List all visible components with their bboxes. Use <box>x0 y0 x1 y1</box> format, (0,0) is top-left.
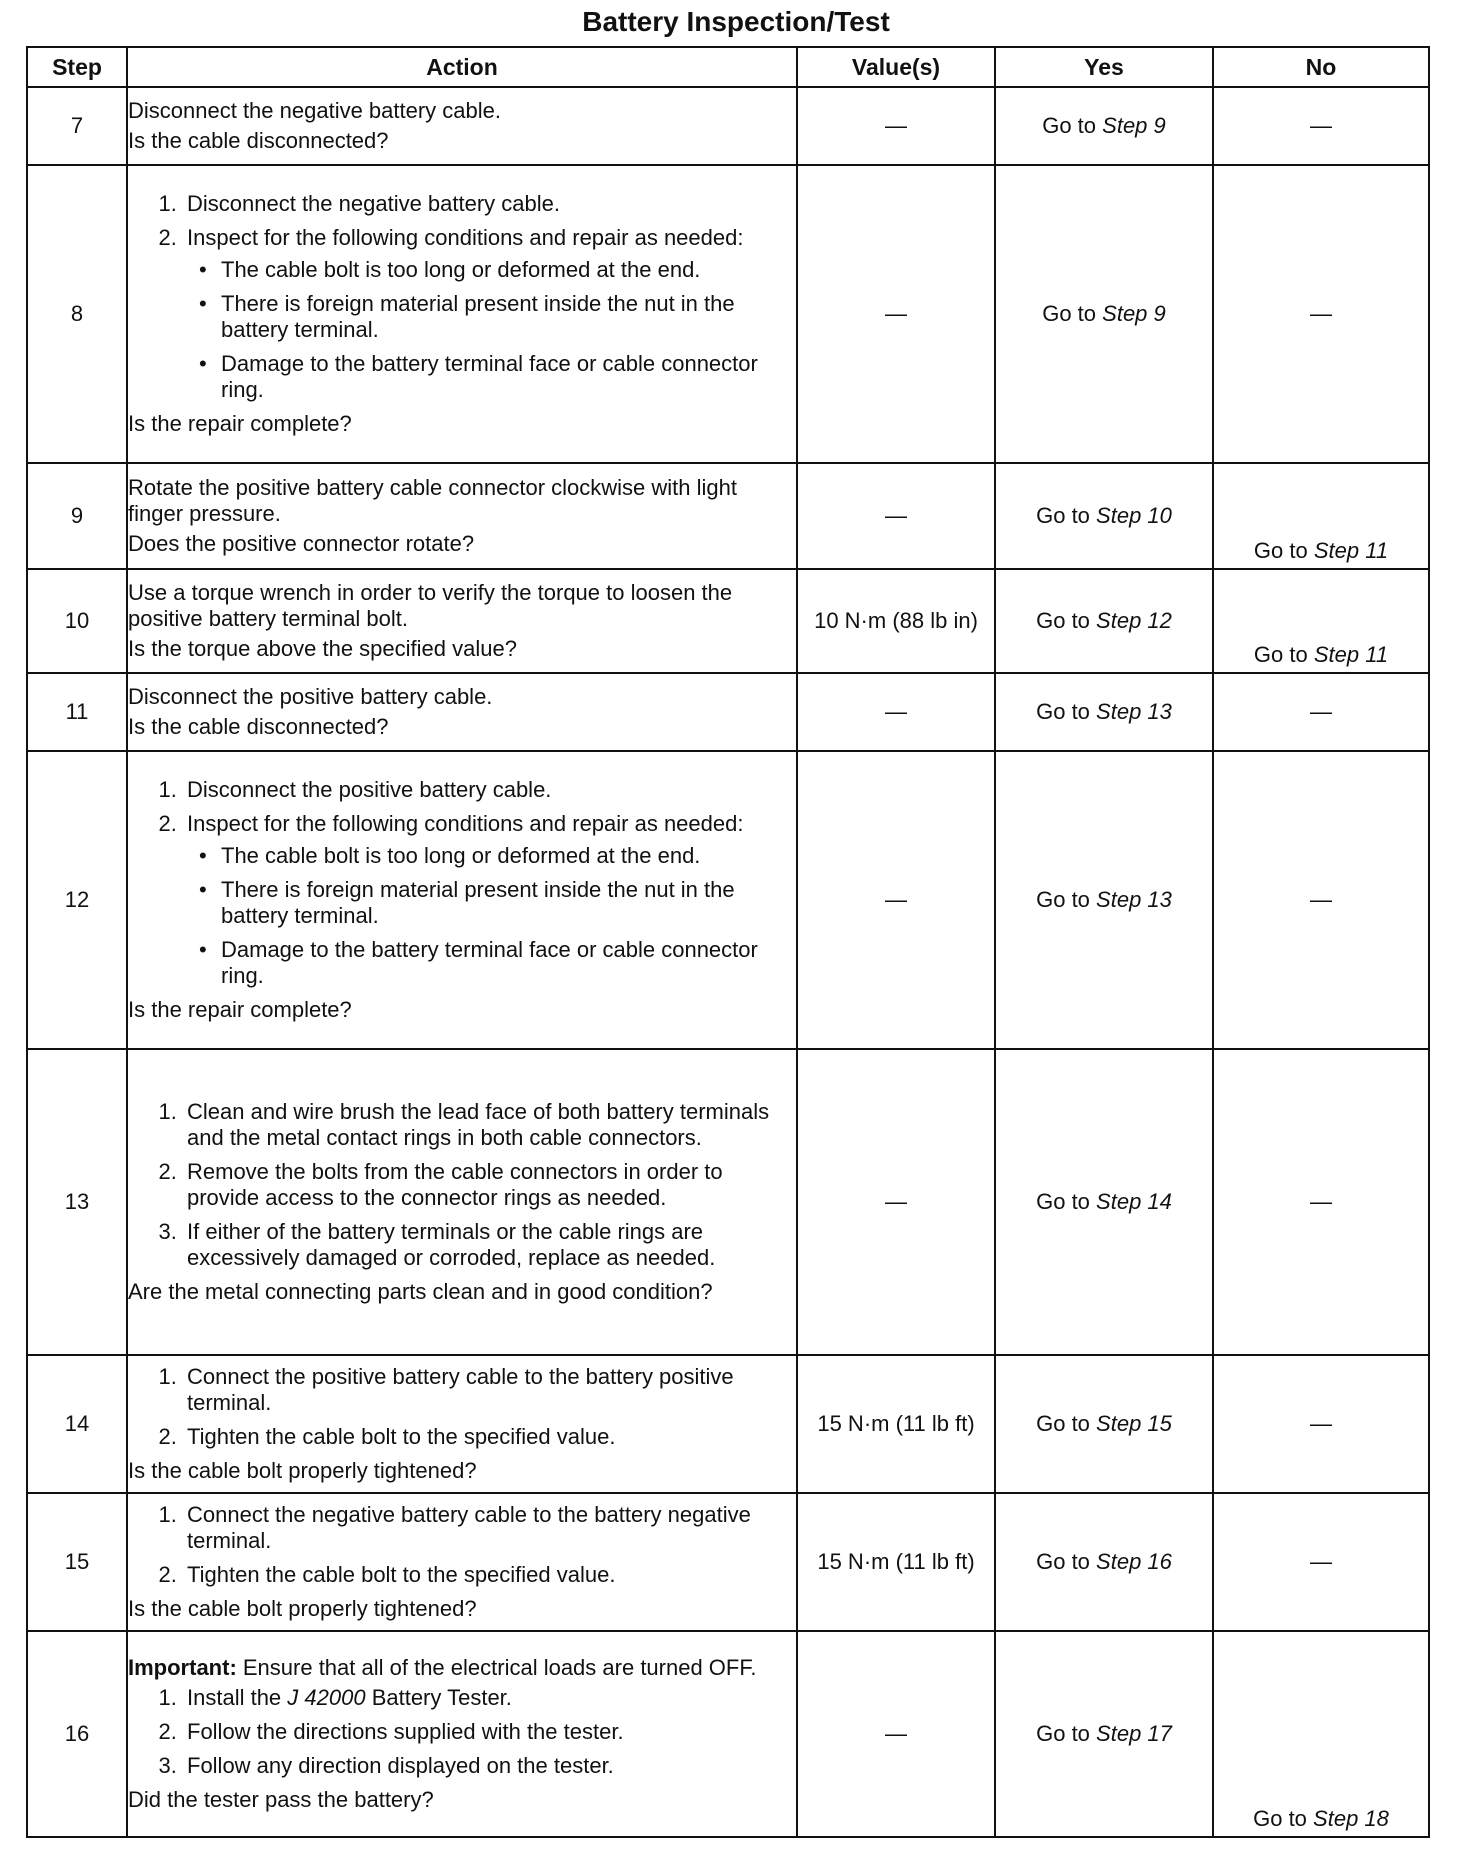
list-item <box>183 811 796 989</box>
action-cell <box>127 463 797 569</box>
header-step: Step <box>27 47 127 87</box>
question-text: Is the cable bolt properly tightened? <box>128 1458 477 1483</box>
list-item: 1. Connect the positive battery cable to the battery positive terminal. <box>183 1364 796 1416</box>
goto-step-link: Step 15 <box>1096 1411 1172 1436</box>
step-number: 8 <box>27 165 127 463</box>
goto-prefix: Go to <box>1036 1189 1090 1214</box>
step-number: 12 <box>27 751 127 1049</box>
step-number: 16 <box>27 1631 127 1837</box>
goto-step-link: Step 13 <box>1096 887 1172 912</box>
goto-step-link: Step 10 <box>1096 503 1172 528</box>
table-row <box>27 1355 1429 1493</box>
goto-prefix: Go to <box>1036 608 1090 633</box>
tool-name: J 42000 <box>287 1685 366 1710</box>
bullet-item: • Damage to the battery terminal face or cable connector ring. <box>221 351 796 403</box>
numbered-list <box>128 777 796 989</box>
yes-cell <box>995 1355 1213 1493</box>
action-text: Disconnect the negative battery cable. <box>128 98 502 123</box>
value-cell: — <box>797 1631 995 1837</box>
action-cell <box>127 1631 797 1837</box>
header-action: Action <box>127 47 797 87</box>
table-row <box>27 1049 1429 1355</box>
important-note <box>128 1655 796 1681</box>
list-item: 1. Clean and wire brush the lead face of both battery terminals and the metal contact rings in both cable connectors. <box>183 1099 796 1151</box>
goto-prefix: Go to <box>1036 1721 1090 1746</box>
page-title: Battery Inspection/Test <box>582 6 890 37</box>
question-text: Is the cable disconnected? <box>128 128 389 153</box>
goto-prefix: Go to <box>1036 699 1090 724</box>
list-item: 2. Follow the directions supplied with the tester. <box>183 1719 796 1745</box>
action-cell <box>127 1049 797 1355</box>
yes-cell <box>995 87 1213 165</box>
list-item: 3. Follow any direction displayed on the tester. <box>183 1753 796 1779</box>
action-cell <box>127 673 797 751</box>
no-cell <box>1213 569 1429 673</box>
table-row <box>27 751 1429 1049</box>
bullet-item: • There is foreign material present inside the nut in the battery terminal. <box>221 291 796 343</box>
table-row <box>27 463 1429 569</box>
header-yes: Yes <box>995 47 1213 87</box>
step-number: 13 <box>27 1049 127 1355</box>
goto-step-link: Step 17 <box>1096 1721 1172 1746</box>
action-cell <box>127 1493 797 1631</box>
value-cell: 15 N·m (11 lb ft) <box>797 1493 995 1631</box>
goto-prefix: Go to <box>1042 113 1097 138</box>
action-cell <box>127 87 797 165</box>
value-cell: — <box>797 463 995 569</box>
question-text: Is the cable disconnected? <box>128 714 389 739</box>
action-text: Rotate the positive battery cable connector clockwise with light finger pressure. <box>128 475 737 526</box>
table-row <box>27 569 1429 673</box>
step-number: 11 <box>27 673 127 751</box>
goto-step-link: Step 16 <box>1096 1549 1172 1574</box>
table-row <box>27 87 1429 165</box>
header-row <box>27 47 1429 87</box>
yes-cell <box>995 673 1213 751</box>
goto-step-link: Step 12 <box>1096 608 1172 633</box>
list-item-text: Inspect for the following conditions and repair as needed: <box>187 225 744 250</box>
numbered-list <box>128 1364 796 1450</box>
goto-prefix: Go to <box>1253 1806 1307 1831</box>
yes-cell <box>995 463 1213 569</box>
goto-prefix: Go to <box>1036 503 1090 528</box>
bullet-item: • The cable bolt is too long or deformed at the end. <box>221 257 796 283</box>
value-cell: — <box>797 165 995 463</box>
goto-step-link: Step 11 <box>1313 538 1389 563</box>
table-row <box>27 673 1429 751</box>
yes-cell <box>995 165 1213 463</box>
yes-cell <box>995 1631 1213 1837</box>
value-cell: — <box>797 673 995 751</box>
bullet-list <box>187 257 796 403</box>
action-cell <box>127 569 797 673</box>
question-text: Is the torque above the specified value? <box>128 636 517 661</box>
goto-prefix: Go to <box>1253 642 1308 667</box>
no-cell: — <box>1213 751 1429 1049</box>
no-cell: — <box>1213 165 1429 463</box>
table-row <box>27 1631 1429 1837</box>
bullet-item: • Damage to the battery terminal face or cable connector ring. <box>221 937 796 989</box>
list-item: 2. Tighten the cable bolt to the specified value. <box>183 1562 796 1588</box>
goto-prefix: Go to <box>1253 538 1308 563</box>
numbered-list <box>128 1099 796 1271</box>
goto-step-link: Step 14 <box>1096 1189 1172 1214</box>
no-cell: — <box>1213 1493 1429 1631</box>
header-values: Value(s) <box>797 47 995 87</box>
header-no: No <box>1213 47 1429 87</box>
list-item: 1. Disconnect the positive battery cable. <box>183 777 796 803</box>
step-number: 15 <box>27 1493 127 1631</box>
important-label: Important: <box>128 1655 237 1680</box>
yes-cell <box>995 751 1213 1049</box>
goto-step-link: Step 9 <box>1102 301 1166 326</box>
bullet-item: • The cable bolt is too long or deformed at the end. <box>221 843 796 869</box>
numbered-list <box>128 1502 796 1588</box>
action-cell <box>127 165 797 463</box>
step-number: 9 <box>27 463 127 569</box>
yes-cell <box>995 569 1213 673</box>
numbered-list <box>128 1685 796 1779</box>
yes-cell <box>995 1049 1213 1355</box>
list-item-text: Install the <box>187 1685 288 1710</box>
value-cell: — <box>797 1049 995 1355</box>
question-text: Did the tester pass the battery? <box>128 1787 434 1812</box>
action-cell <box>127 1355 797 1493</box>
action-cell <box>127 751 797 1049</box>
important-text: Ensure that all of the electrical loads are turned OFF. <box>236 1655 757 1680</box>
list-item: 3. If either of the battery terminals or the cable rings are excessively damaged or corroded, replace as needed. <box>183 1219 796 1271</box>
goto-step-link: Step 18 <box>1313 1806 1389 1831</box>
step-number: 10 <box>27 569 127 673</box>
list-item <box>183 1685 796 1711</box>
table-row <box>27 165 1429 463</box>
goto-prefix: Go to <box>1036 1411 1090 1436</box>
list-item: 1. Disconnect the negative battery cable. <box>183 191 796 217</box>
goto-prefix: Go to <box>1036 887 1090 912</box>
no-cell: — <box>1213 673 1429 751</box>
no-cell <box>1213 463 1429 569</box>
value-cell: — <box>797 751 995 1049</box>
goto-step-link: Step 9 <box>1102 113 1166 138</box>
action-text: Use a torque wrench in order to verify the torque to loosen the positive battery terminal bolt. <box>128 580 733 631</box>
no-cell <box>1213 1631 1429 1837</box>
goto-step-link: Step 11 <box>1313 642 1389 667</box>
question-text: Is the repair complete? <box>128 411 352 436</box>
no-cell: — <box>1213 87 1429 165</box>
no-cell: — <box>1213 1355 1429 1493</box>
step-number: 7 <box>27 87 127 165</box>
question-text: Does the positive connector rotate? <box>128 531 475 556</box>
list-item <box>183 225 796 403</box>
list-item-text: Inspect for the following conditions and repair as needed: <box>187 811 744 836</box>
list-item: 2. Tighten the cable bolt to the specified value. <box>183 1424 796 1450</box>
bullet-list <box>187 843 796 989</box>
bullet-item: • There is foreign material present inside the nut in the battery terminal. <box>221 877 796 929</box>
yes-cell <box>995 1493 1213 1631</box>
goto-prefix: Go to <box>1042 301 1097 326</box>
step-number: 14 <box>27 1355 127 1493</box>
list-item-text: Battery Tester. <box>365 1685 512 1710</box>
question-text: Are the metal connecting parts clean and in good condition? <box>128 1279 713 1304</box>
table-row <box>27 1493 1429 1631</box>
question-text: Is the repair complete? <box>128 997 352 1022</box>
inspection-table <box>26 46 1430 1838</box>
value-cell: — <box>797 87 995 165</box>
goto-prefix: Go to <box>1036 1549 1090 1574</box>
list-item: 2. Remove the bolts from the cable connectors in order to provide access to the connector rings as needed. <box>183 1159 796 1211</box>
action-text: Disconnect the positive battery cable. <box>128 684 493 709</box>
value-cell: 10 N·m (88 lb in) <box>797 569 995 673</box>
goto-step-link: Step 13 <box>1096 699 1172 724</box>
value-cell: 15 N·m (11 lb ft) <box>797 1355 995 1493</box>
question-text: Is the cable bolt properly tightened? <box>128 1596 477 1621</box>
no-cell: — <box>1213 1049 1429 1355</box>
list-item: 1. Connect the negative battery cable to the battery negative terminal. <box>183 1502 796 1554</box>
numbered-list <box>128 191 796 403</box>
